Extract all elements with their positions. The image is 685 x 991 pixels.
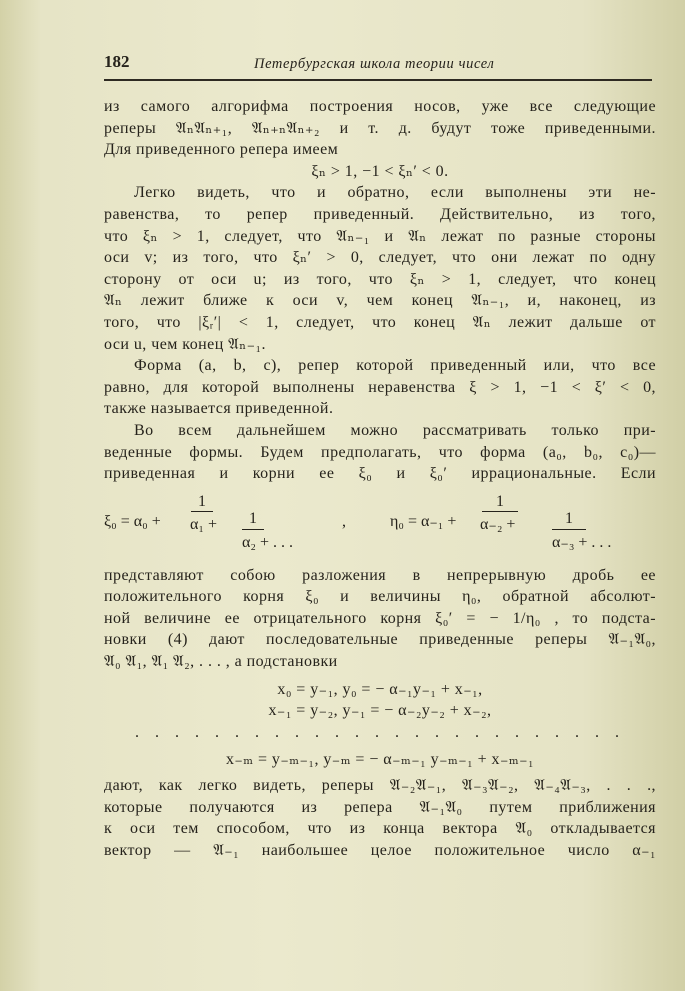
inequality-line: ξₙ > 1, −1 < ξₙ′ < 0.: [311, 162, 449, 180]
page-header: [104, 52, 652, 78]
text-line: сторону от оси u; из того, что ξₙ > 1, следует, что конец: [104, 270, 656, 288]
text-line: Для приведенного репера имеем: [104, 141, 339, 159]
text-line: веденные формы. Будем предполагать, что форма (a₀, b₀, c₀)—: [104, 443, 656, 461]
substitution-line: x₀ = y₋₁, y₀ = − α₋₁y₋₁ + x₋₁,: [277, 680, 483, 698]
text-line: равно, для которой выполнены неравенства ξ > 1, −1 < ξ′ < 0,: [104, 378, 656, 396]
xi-lhs: ξ₀ = α₀ +: [104, 512, 161, 530]
text-line: 𝔄₀ 𝔄₁, 𝔄₁ 𝔄₂, . . . , а подстановки: [104, 653, 338, 671]
text-line: что ξₙ > 1, следует, что 𝔄ₙ₋₁ и 𝔄ₙ лежат по разные стороны: [104, 227, 656, 245]
text-line: дают, как легко видеть, реперы 𝔄₋₂𝔄₋₁, 𝔄₋₃𝔄₋₂, 𝔄₋₄𝔄₋₃, . . .,: [104, 777, 656, 795]
substitution-line: x₋ₘ = y₋ₘ₋₁, y₋ₘ = − α₋ₘ₋₁ y₋ₘ₋₁ + x₋ₘ₋₁: [225, 751, 535, 769]
eta-numerator-2: 1: [565, 509, 573, 527]
text-line: Форма (a, b, c), репер которой приведенный или, что все: [134, 357, 656, 375]
text-line: равенства, то репер приведенный. Действительно, из того,: [104, 205, 656, 223]
text-line: 𝔄ₙ лежит ближе к оси v, чем конец 𝔄ₙ₋₁, и, наконец, из: [104, 292, 656, 310]
substitutions-block: [104, 679, 656, 771]
formula-comma: ,: [342, 512, 346, 530]
text-line: Легко видеть, что и обратно, если выполнены эти не-: [134, 184, 656, 202]
text-line: ной величине ее отрицательного корня ξ₀′ = − 1/η₀ , то подста-: [104, 609, 656, 627]
running-title: Петербургская школа теории чисел: [254, 56, 495, 72]
eta-denominator-2: α₋₃ + . . .: [552, 533, 612, 551]
fraction-bar: [482, 511, 518, 512]
fraction-bar: [242, 529, 264, 530]
xi-denominator-1: α₁ +: [190, 515, 217, 533]
text-line: того, что |ξᵣ′| < 1, следует, что конец 𝔄ₙ лежит дальше от: [104, 313, 656, 331]
fraction-bar: [191, 511, 213, 512]
text-line: приведенная и корни ее ξ₀ и ξ₀′ иррациональные. Если: [104, 465, 656, 483]
xi-numerator-2: 1: [249, 509, 257, 527]
text-line: положительного корня ξ₀ и величины η₀, обратной абсолют-: [104, 588, 656, 606]
text-line: также называется приведенной.: [104, 400, 334, 418]
eta-lhs: η₀ = α₋₁ +: [390, 512, 457, 530]
text-line: новки (4) дают последовательные приведенные реперы 𝔄₋₁𝔄₀,: [104, 631, 656, 649]
eta-denominator-1: α₋₂ +: [480, 515, 516, 533]
text-line: которые получаются из репера 𝔄₋₁𝔄₀ путем приближения: [104, 798, 656, 816]
substitution-line: x₋₁ = y₋₂, y₋₁ = − α₋₂y₋₂ + x₋₂,: [268, 702, 492, 720]
xi-denominator-2: α₂ + . . .: [242, 533, 293, 551]
fraction-bar: [552, 529, 586, 530]
text-line: оси v; из того, что ξₙ′ > 0, следует, что они лежат по одну: [104, 249, 656, 267]
text-line: к оси тем способом, что из конца вектора 𝔄₀ откладывается: [104, 820, 656, 838]
text-line: представляют собою разложения в непрерывную дробь ее: [104, 566, 656, 584]
eta-numerator-1: 1: [496, 492, 504, 510]
substitution-dots: . . . . . . . . . . . . . . . . . . . . . . . . .: [135, 723, 625, 741]
text-line: оси u, чем конец 𝔄ₙ₋₁.: [104, 335, 266, 353]
page-body: [104, 96, 656, 861]
text-line: Во всем дальнейшем можно рассматривать только при-: [134, 421, 656, 439]
text-line: реперы 𝔄ₙ𝔄ₙ₊₁, 𝔄ₙ₊ₙ𝔄ₙ₊₂ и т. д. будут тоже приведенными.: [104, 119, 656, 137]
continued-fractions-formula: [104, 489, 656, 559]
xi-numerator-1: 1: [198, 492, 206, 510]
page-number: 182: [104, 52, 130, 71]
header-rule: [104, 79, 652, 81]
text-line: вектор — 𝔄₋₁ наибольшее целое положительное число α₋₁: [104, 841, 656, 859]
text-line: из самого алгорифма построения носов, уже все следующие: [104, 98, 656, 115]
